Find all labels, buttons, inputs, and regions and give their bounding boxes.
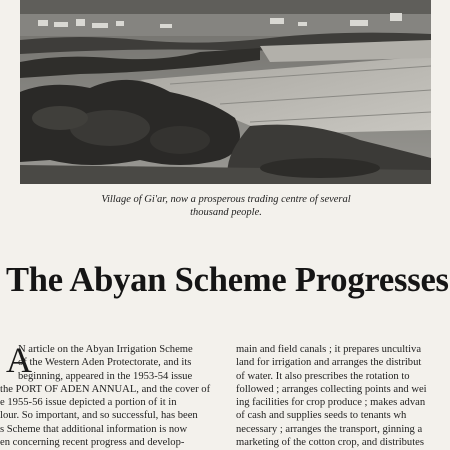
- right-line-4: followed ; arranges collecting points and wei: [236, 383, 427, 395]
- article-headline: The Abyan Scheme Progresses: [6, 261, 449, 299]
- right-line-3: of water. It also prescribes the rotation to: [236, 370, 410, 382]
- left-line-2: of the Western Aden Protectorate, and its: [18, 357, 192, 369]
- caption-line-2: thousand people.: [190, 206, 262, 218]
- village-photo: [20, 0, 431, 184]
- left-line-1: N article on the Abyan Irrigation Scheme: [18, 344, 193, 355]
- article-column-left: [0, 340, 222, 449]
- article-column-right: [236, 343, 450, 449]
- right-line-5: ing facilities for crop produce ; makes advan: [236, 397, 426, 409]
- left-line-7: s Scheme that additional information is now: [0, 423, 188, 435]
- left-line-4: the PORT OF ADEN ANNUAL, and the cover of: [0, 383, 211, 395]
- left-line-8: en concerning recent progress and develop-: [0, 437, 185, 449]
- right-line-2: land for irrigation and arranges the distribut: [236, 357, 422, 369]
- drop-cap: A: [6, 340, 32, 380]
- photo-caption: [60, 194, 392, 219]
- caption-line-1: Village of Gi'ar, now a prosperous trading centre of several: [101, 194, 351, 205]
- left-line-6: lour. So important, and so successful, has been: [0, 410, 198, 422]
- right-line-7: necessary ; arranges the transport, ginning a: [236, 423, 423, 435]
- left-line-5: e 1955-56 issue depicted a portion of it in: [0, 397, 177, 409]
- village-photo-drawing: [20, 0, 431, 184]
- right-line-8: marketing of the cotton crop, and distributes: [236, 437, 424, 449]
- right-line-6: of cash and supplies seeds to tenants wh: [236, 410, 407, 422]
- right-line-1: main and field canals ; it prepares uncultiva: [236, 344, 422, 355]
- left-line-3: beginning, appeared in the 1953-54 issue: [18, 370, 193, 382]
